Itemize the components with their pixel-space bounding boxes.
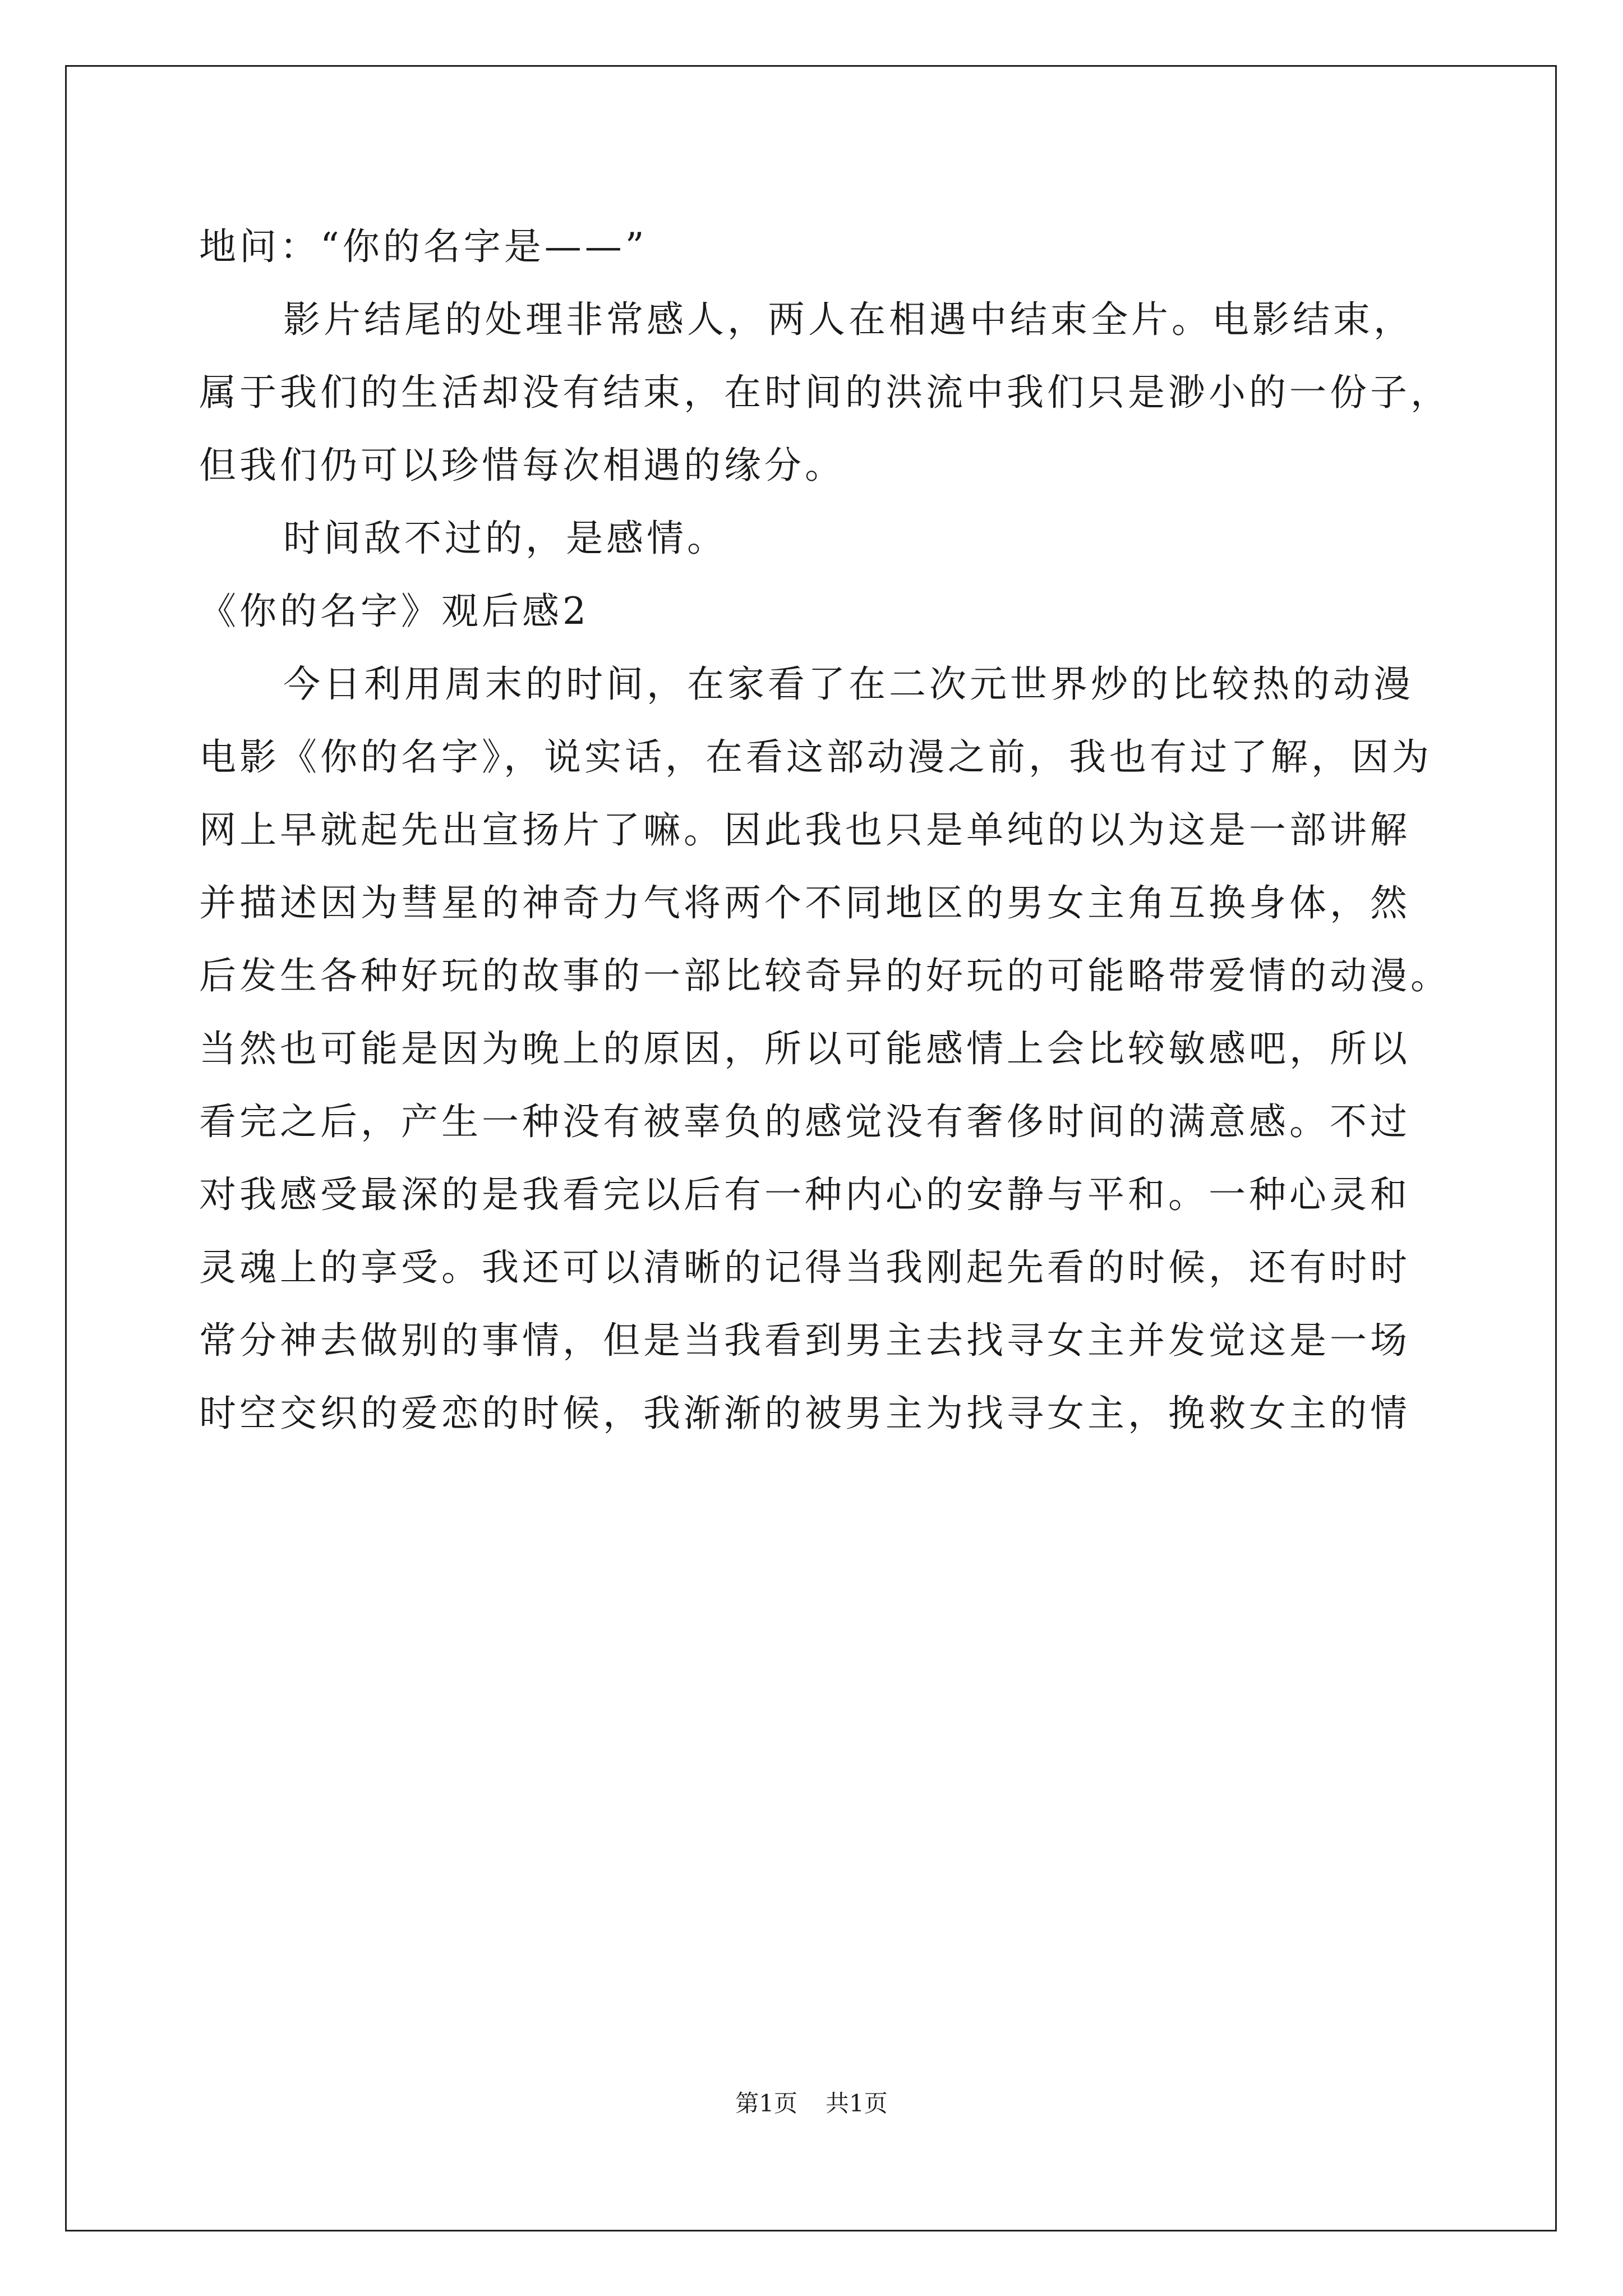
paragraph-line: 时间敌不过的，是感情。: [283, 517, 727, 560]
paragraph-line: 后发生各种好玩的故事的一部比较奇异的好玩的可能略带爱情的动漫。: [199, 954, 1451, 997]
page-footer: [0, 2090, 1623, 2118]
paragraph-line: 并描述因为彗星的神奇力气将两个不同地区的男女主角互换身体，然: [199, 881, 1410, 924]
paragraph-line: 地问：“你的名字是——”: [199, 225, 648, 268]
paragraph-line: 影片结尾的处理非常感人，两人在相遇中结束全片。电影结束，: [283, 298, 1414, 341]
paragraph-line: 属于我们的生活却没有结束，在时间的洪流中我们只是渺小的一份子，: [199, 371, 1451, 414]
section-heading: 《你的名字》观后感2: [199, 590, 589, 633]
paragraph-line: 看完之后，产生一种没有被辜负的感觉没有奢侈时间的满意感。不过: [199, 1100, 1410, 1143]
paragraph-line: 电影《你的名字》，说实话，在看这部动漫之前，我也有过了解，因为: [199, 735, 1432, 779]
page-total: 共1页: [826, 2090, 888, 2117]
page-number: 第1页: [735, 2090, 797, 2117]
paragraph-line: 灵魂上的享受。我还可以清晰的记得当我刚起先看的时候，还有时时: [199, 1246, 1410, 1289]
paragraph-line: 网上早就起先出宣扬片了嘛。因此我也只是单纯的以为这是一部讲解: [199, 808, 1410, 852]
paragraph-line: 常分神去做别的事情，但是当我看到男主去找寻女主并发觉这是一场: [199, 1319, 1410, 1362]
paragraph-line: 时空交织的爱恋的时候，我渐渐的被男主为找寻女主，挽救女主的情: [199, 1392, 1410, 1435]
paragraph-line: 但我们仍可以珍惜每次相遇的缘分。: [199, 444, 845, 487]
paragraph-line: 对我感受最深的是我看完以后有一种内心的安静与平和。一种心灵和: [199, 1173, 1410, 1216]
paragraph-line: 当然也可能是因为晚上的原因，所以可能感情上会比较敏感吧，所以: [199, 1027, 1410, 1070]
paragraph-line: 今日利用周末的时间，在家看了在二次元世界炒的比较热的动漫: [283, 662, 1414, 706]
